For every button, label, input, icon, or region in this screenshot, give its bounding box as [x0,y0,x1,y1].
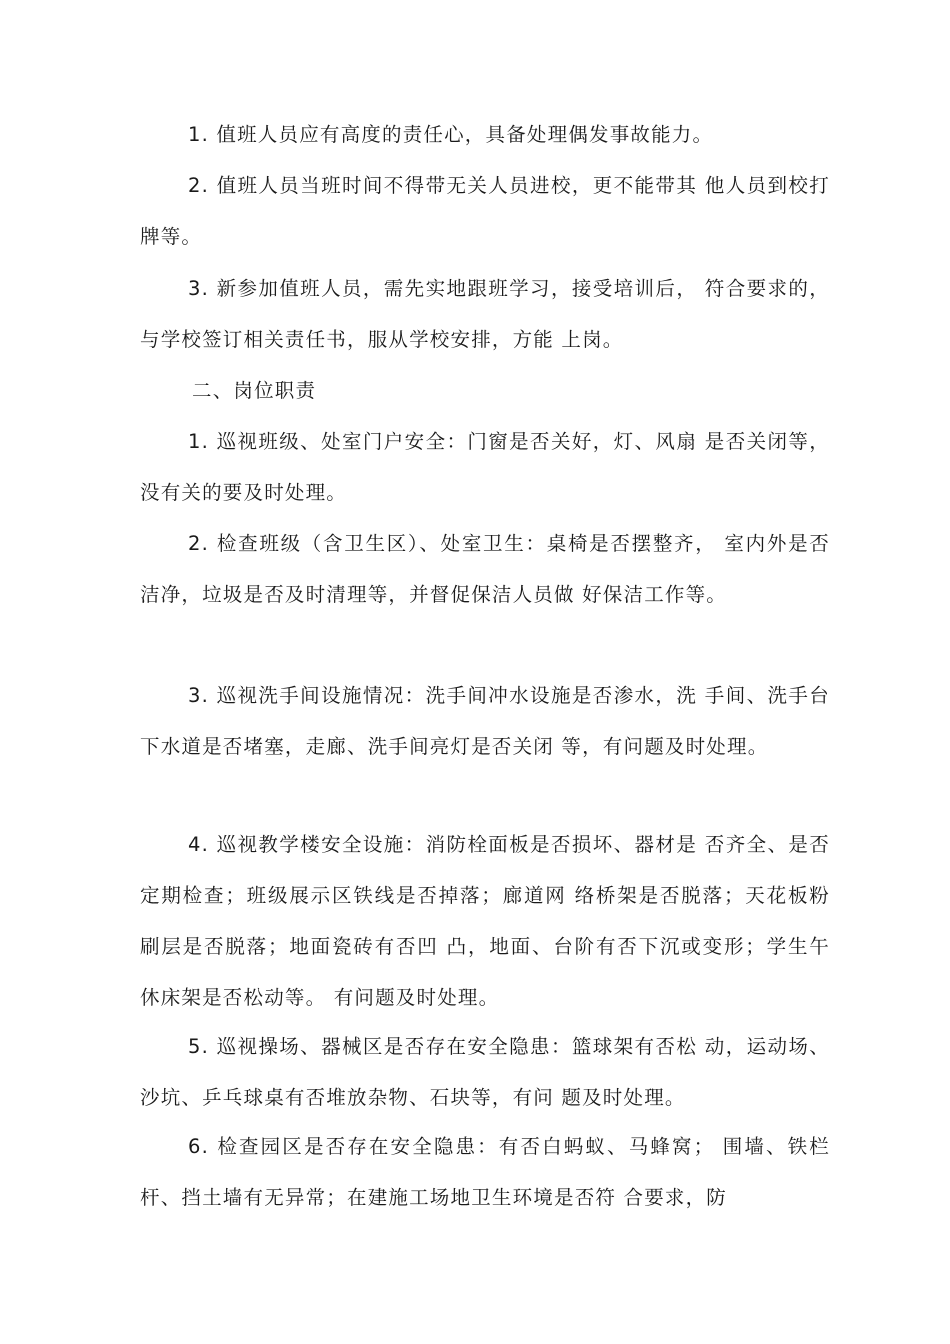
paragraph-responsibility-2: 2. 检查班级（含卫生区）、处室卫生：桌椅是否摆整齐， 室内外是否洁净，垃圾是否及时清理等，并督促保洁人员做 好保洁工作等。 [140,532,830,606]
paragraph-responsibility-1: 1. 巡视班级、处室门户安全：门窗是否关好，灯、风扇 是否关闭等，没有关的要及时处理。 [140,430,830,504]
paragraph-responsibility-3: 3. 巡视洗手间设施情况：洗手间冲水设施是否渗水，洗 手间、洗手台下水道是否堵塞，走廊、洗手间亮灯是否关闭 等，有问题及时处理。 [140,684,830,758]
paragraph-duty-2: 2. 值班人员当班时间不得带无关人员进校，更不能带其 他人员到校打牌等。 [140,174,830,248]
paragraph-responsibility-4: 4. 巡视教学楼安全设施：消防栓面板是否损坏、器材是 否齐全、是否定期检查；班级展示区铁线是否掉落；廊道网 络桥架是否脱落；天花板粉刷层是否脱落；地面瓷砖有否凹 凸，地面、台阶有否下沉或变形；学生午休床架是否松动等。 有问题及时处理。 [140,833,830,1009]
paragraph-duty-3: 3. 新参加值班人员，需先实地跟班学习，接受培训后， 符合要求的，与学校签订相关责任书，服从学校安排，方能 上岗。 [140,277,830,351]
paragraph-responsibility-5: 5. 巡视操场、器械区是否存在安全隐患：篮球架有否松 动，运动场、沙坑、乒乓球桌有否堆放杂物、石块等，有问 题及时处理。 [140,1035,830,1109]
paragraph-duty-1: 1. 值班人员应有高度的责任心，具备处理偶发事故能力。 [188,123,714,146]
section-heading-responsibilities: 二、岗位职责 [192,379,317,402]
paragraph-responsibility-6: 6. 检查园区是否存在安全隐患：有否白蚂蚁、马蜂窝； 围墙、铁栏杆、挡土墙有无异常；在建施工场地卫生环境是否符 合要求，防 [140,1135,830,1209]
